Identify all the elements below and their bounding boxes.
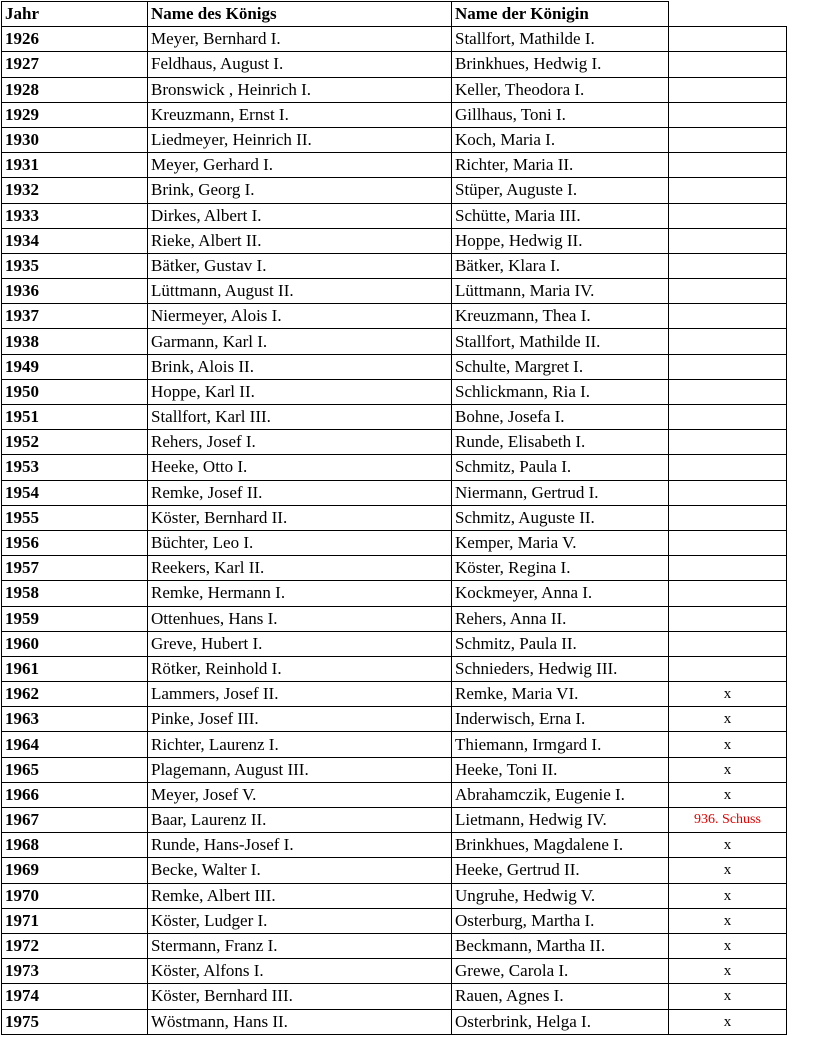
cell-year: 1953 [2, 455, 148, 480]
cell-queen: Rauen, Agnes I. [452, 984, 669, 1009]
cell-queen: Heeke, Toni II. [452, 757, 669, 782]
table-row [2, 178, 787, 203]
cell-king: Brink, Georg I. [148, 178, 452, 203]
cell-note [669, 556, 787, 581]
cell-king: Brink, Alois II. [148, 354, 452, 379]
cell-note [669, 153, 787, 178]
cell-year: 1949 [2, 354, 148, 379]
cell-queen: Köster, Regina I. [452, 556, 669, 581]
cell-year: 1935 [2, 253, 148, 278]
cell-note: x [669, 682, 787, 707]
cell-year: 1971 [2, 908, 148, 933]
cell-year: 1929 [2, 102, 148, 127]
cell-queen: Osterbrink, Helga I. [452, 1009, 669, 1034]
cell-note [669, 505, 787, 530]
table-row [2, 329, 787, 354]
cell-year: 1967 [2, 808, 148, 833]
table-row [2, 606, 787, 631]
cell-note [669, 304, 787, 329]
cell-note [669, 178, 787, 203]
cell-queen: Lüttmann, Maria IV. [452, 279, 669, 304]
cell-year: 1938 [2, 329, 148, 354]
table-row [2, 203, 787, 228]
cell-year: 1961 [2, 656, 148, 681]
table-row [2, 127, 787, 152]
cell-queen: Bohne, Josefa I. [452, 405, 669, 430]
cell-note: x [669, 1009, 787, 1034]
cell-king: Stallfort, Karl III. [148, 405, 452, 430]
cell-king: Heeke, Otto I. [148, 455, 452, 480]
cell-note: x [669, 732, 787, 757]
cell-queen: Thiemann, Irmgard I. [452, 732, 669, 757]
cell-queen: Inderwisch, Erna I. [452, 707, 669, 732]
header-king: Name des Königs [148, 2, 452, 27]
cell-year: 1962 [2, 682, 148, 707]
cell-queen: Beckmann, Martha II. [452, 933, 669, 958]
table-row [2, 530, 787, 555]
table-row [2, 153, 787, 178]
cell-queen: Brinkhues, Magdalene I. [452, 833, 669, 858]
cell-king: Baar, Laurenz II. [148, 808, 452, 833]
cell-year: 1934 [2, 228, 148, 253]
table-row [2, 304, 787, 329]
table-row [2, 808, 787, 833]
cell-queen: Heeke, Gertrud II. [452, 858, 669, 883]
table-row [2, 1009, 787, 1034]
table-row [2, 908, 787, 933]
table-body [2, 27, 787, 1035]
cell-queen: Stallfort, Mathilde I. [452, 27, 669, 52]
cell-note [669, 606, 787, 631]
table-row [2, 379, 787, 404]
cell-king: Feldhaus, August I. [148, 52, 452, 77]
table-row [2, 959, 787, 984]
table-row [2, 480, 787, 505]
cell-king: Büchter, Leo I. [148, 530, 452, 555]
cell-note [669, 52, 787, 77]
cell-king: Becke, Walter I. [148, 858, 452, 883]
cell-year: 1937 [2, 304, 148, 329]
header-year: Jahr [2, 2, 148, 27]
cell-note [669, 279, 787, 304]
cell-queen: Kockmeyer, Anna I. [452, 581, 669, 606]
cell-year: 1970 [2, 883, 148, 908]
cell-year: 1969 [2, 858, 148, 883]
cell-queen: Osterburg, Martha I. [452, 908, 669, 933]
header-note [669, 2, 787, 27]
cell-year: 1928 [2, 77, 148, 102]
cell-note: x [669, 707, 787, 732]
table-row [2, 858, 787, 883]
cell-king: Köster, Bernhard II. [148, 505, 452, 530]
cell-year: 1968 [2, 833, 148, 858]
cell-king: Plagemann, August III. [148, 757, 452, 782]
cell-note: x [669, 782, 787, 807]
cell-note [669, 430, 787, 455]
cell-queen: Schütte, Maria III. [452, 203, 669, 228]
cell-king: Rehers, Josef I. [148, 430, 452, 455]
cell-year: 1960 [2, 631, 148, 656]
cell-queen: Schmitz, Auguste II. [452, 505, 669, 530]
cell-king: Köster, Bernhard III. [148, 984, 452, 1009]
table-row [2, 354, 787, 379]
cell-queen: Runde, Elisabeth I. [452, 430, 669, 455]
table-row [2, 631, 787, 656]
table-row [2, 682, 787, 707]
cell-king: Stermann, Franz I. [148, 933, 452, 958]
cell-king: Liedmeyer, Heinrich II. [148, 127, 452, 152]
cell-note [669, 530, 787, 555]
cell-king: Bronswick , Heinrich I. [148, 77, 452, 102]
cell-year: 1973 [2, 959, 148, 984]
cell-year: 1964 [2, 732, 148, 757]
cell-year: 1952 [2, 430, 148, 455]
cell-year: 1930 [2, 127, 148, 152]
cell-note [669, 656, 787, 681]
cell-year: 1927 [2, 52, 148, 77]
cell-note [669, 379, 787, 404]
cell-year: 1975 [2, 1009, 148, 1034]
table-row [2, 102, 787, 127]
cell-year: 1963 [2, 707, 148, 732]
cell-queen: Rehers, Anna II. [452, 606, 669, 631]
cell-note [669, 203, 787, 228]
cell-queen: Lietmann, Hedwig IV. [452, 808, 669, 833]
cell-note [669, 329, 787, 354]
cell-king: Runde, Hans-Josef I. [148, 833, 452, 858]
cell-king: Niermeyer, Alois I. [148, 304, 452, 329]
cell-year: 1974 [2, 984, 148, 1009]
cell-king: Lüttmann, August II. [148, 279, 452, 304]
cell-king: Ottenhues, Hans I. [148, 606, 452, 631]
cell-year: 1950 [2, 379, 148, 404]
cell-king: Kreuzmann, Ernst I. [148, 102, 452, 127]
cell-queen: Schulte, Margret I. [452, 354, 669, 379]
cell-note [669, 354, 787, 379]
cell-king: Garmann, Karl I. [148, 329, 452, 354]
table-row [2, 455, 787, 480]
cell-queen: Kemper, Maria V. [452, 530, 669, 555]
cell-note [669, 77, 787, 102]
table-row [2, 933, 787, 958]
cell-note [669, 102, 787, 127]
table-row [2, 782, 787, 807]
cell-note [669, 253, 787, 278]
cell-year: 1956 [2, 530, 148, 555]
cell-year: 1972 [2, 933, 148, 958]
table-row [2, 707, 787, 732]
cell-queen: Stüper, Auguste I. [452, 178, 669, 203]
cell-note [669, 455, 787, 480]
cell-king: Remke, Hermann I. [148, 581, 452, 606]
table-row [2, 656, 787, 681]
table-header-row [2, 2, 787, 27]
cell-note [669, 631, 787, 656]
cell-year: 1954 [2, 480, 148, 505]
cell-king: Richter, Laurenz I. [148, 732, 452, 757]
table-row [2, 52, 787, 77]
cell-year: 1955 [2, 505, 148, 530]
cell-queen: Kreuzmann, Thea I. [452, 304, 669, 329]
cell-king: Bätker, Gustav I. [148, 253, 452, 278]
table-row [2, 505, 787, 530]
cell-king: Pinke, Josef III. [148, 707, 452, 732]
cell-note: x [669, 908, 787, 933]
cell-king: Rieke, Albert II. [148, 228, 452, 253]
cell-queen: Richter, Maria II. [452, 153, 669, 178]
cell-queen: Gillhaus, Toni I. [452, 102, 669, 127]
cell-queen: Schmitz, Paula I. [452, 455, 669, 480]
table-row [2, 279, 787, 304]
cell-note: x [669, 959, 787, 984]
cell-queen: Schlickmann, Ria I. [452, 379, 669, 404]
table-row [2, 757, 787, 782]
cell-king: Rötker, Reinhold I. [148, 656, 452, 681]
cell-king: Meyer, Gerhard I. [148, 153, 452, 178]
cell-queen: Schnieders, Hedwig III. [452, 656, 669, 681]
cell-year: 1965 [2, 757, 148, 782]
cell-queen: Brinkhues, Hedwig I. [452, 52, 669, 77]
cell-queen: Stallfort, Mathilde II. [452, 329, 669, 354]
cell-queen: Koch, Maria I. [452, 127, 669, 152]
table-row [2, 77, 787, 102]
cell-queen: Grewe, Carola I. [452, 959, 669, 984]
table-row [2, 984, 787, 1009]
cell-queen: Niermann, Gertrud I. [452, 480, 669, 505]
cell-year: 1966 [2, 782, 148, 807]
cell-king: Remke, Albert III. [148, 883, 452, 908]
cell-king: Köster, Alfons I. [148, 959, 452, 984]
cell-note [669, 127, 787, 152]
table-row [2, 405, 787, 430]
cell-king: Lammers, Josef II. [148, 682, 452, 707]
cell-king: Wöstmann, Hans II. [148, 1009, 452, 1034]
table-row [2, 883, 787, 908]
table-row [2, 27, 787, 52]
table-row [2, 430, 787, 455]
cell-queen: Remke, Maria VI. [452, 682, 669, 707]
table-row [2, 833, 787, 858]
cell-note: x [669, 883, 787, 908]
cell-queen: Abrahamczik, Eugenie I. [452, 782, 669, 807]
cell-king: Köster, Ludger I. [148, 908, 452, 933]
cell-note [669, 581, 787, 606]
cell-year: 1936 [2, 279, 148, 304]
table-row [2, 732, 787, 757]
cell-note [669, 228, 787, 253]
cell-note: x [669, 833, 787, 858]
cell-year: 1959 [2, 606, 148, 631]
cell-queen: Bätker, Klara I. [452, 253, 669, 278]
cell-queen: Keller, Theodora I. [452, 77, 669, 102]
cell-king: Meyer, Bernhard I. [148, 27, 452, 52]
cell-king: Greve, Hubert I. [148, 631, 452, 656]
table-row [2, 556, 787, 581]
cell-king: Remke, Josef II. [148, 480, 452, 505]
cell-year: 1926 [2, 27, 148, 52]
cell-note [669, 405, 787, 430]
cell-note: 936. Schuss [669, 808, 787, 833]
cell-year: 1931 [2, 153, 148, 178]
table-row [2, 581, 787, 606]
cell-king: Meyer, Josef V. [148, 782, 452, 807]
cell-note: x [669, 933, 787, 958]
cell-year: 1932 [2, 178, 148, 203]
cell-note: x [669, 858, 787, 883]
kings-table [1, 1, 787, 1035]
table-row [2, 228, 787, 253]
table-row [2, 253, 787, 278]
cell-note [669, 27, 787, 52]
cell-year: 1933 [2, 203, 148, 228]
cell-note [669, 480, 787, 505]
cell-king: Reekers, Karl II. [148, 556, 452, 581]
cell-queen: Hoppe, Hedwig II. [452, 228, 669, 253]
cell-queen: Schmitz, Paula II. [452, 631, 669, 656]
cell-year: 1958 [2, 581, 148, 606]
cell-year: 1951 [2, 405, 148, 430]
cell-king: Dirkes, Albert I. [148, 203, 452, 228]
cell-note: x [669, 757, 787, 782]
cell-note: x [669, 984, 787, 1009]
cell-year: 1957 [2, 556, 148, 581]
header-queen: Name der Königin [452, 2, 669, 27]
cell-queen: Ungruhe, Hedwig V. [452, 883, 669, 908]
cell-king: Hoppe, Karl II. [148, 379, 452, 404]
